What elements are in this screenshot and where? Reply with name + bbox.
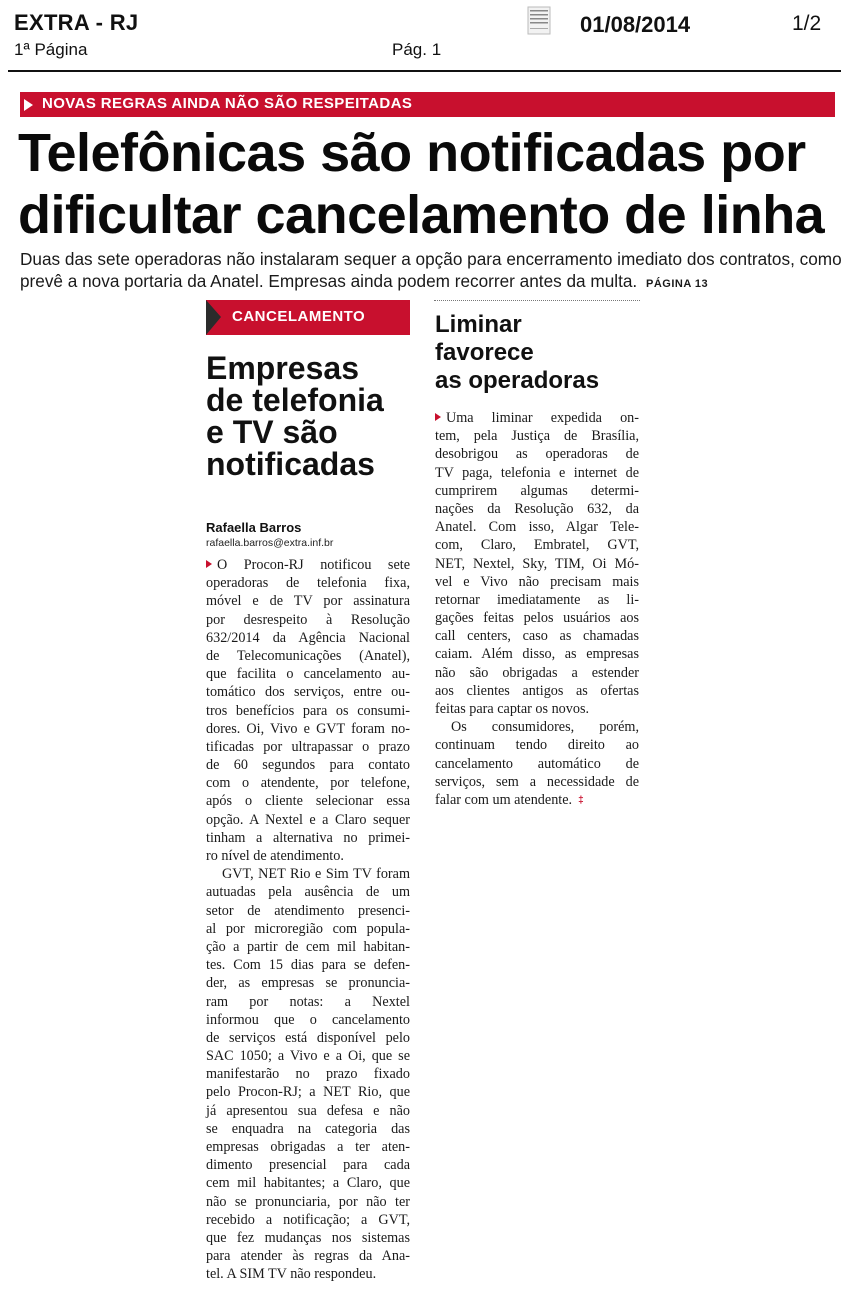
text-line <box>435 445 639 463</box>
text-line-content: por desrespeito à Resolução <box>206 611 410 628</box>
kicker-text: NOVAS REGRAS AINDA NÃO SÃO RESPEITADAS <box>42 95 413 112</box>
text-line-content: que facilita o cancelamento au- <box>206 666 410 683</box>
text-line-content: tes. Com 15 dias para se defen- <box>206 957 410 974</box>
text-line-content: call centers, caso as chamadas <box>435 628 639 645</box>
text-line <box>206 629 410 647</box>
clipping-date: 01/08/2014 <box>580 12 691 37</box>
text-line-content: não se pronunciaria, por não ter <box>206 1193 410 1210</box>
text-line-content: Anatel. Com isso, Algar Tele- <box>435 519 639 536</box>
sidebar-body <box>435 409 639 809</box>
main-headline <box>18 122 848 246</box>
text-line-content: der, as empresas se pronuncia- <box>206 975 410 992</box>
text-line-content: Os consumidores, porém, <box>451 719 639 736</box>
text-line-content: serviços, sem a necessidade de <box>435 773 639 790</box>
text-line <box>206 902 410 920</box>
text-line-content: aos clientes antigos as ofertas <box>435 682 639 699</box>
main-headline-line: Telefônicas são notificadas por <box>18 123 806 183</box>
text-line-content: se enquadra na categoria das <box>206 1120 410 1137</box>
author-name: Rafaella Barros <box>206 520 302 535</box>
text-line <box>206 702 410 720</box>
text-line <box>206 683 410 701</box>
text-line <box>206 829 410 847</box>
article-headline-line: de telefonia <box>206 382 384 418</box>
text-line-content: opção. A Nextel e a Claro sequer <box>206 811 410 828</box>
text-line <box>206 756 410 774</box>
text-line-content: vel e Vivo não precisam mais <box>435 573 639 590</box>
text-line-content: caiam. Além disso, as empresas <box>435 646 639 663</box>
section-name: 1ª Página <box>14 40 88 59</box>
text-line <box>206 938 410 956</box>
text-line-content: 632/2014 da Agência Nacional <box>206 629 410 646</box>
text-line <box>435 645 639 663</box>
text-line <box>435 427 639 445</box>
sidebar-headline-line: favorece <box>435 339 534 366</box>
text-line <box>206 1211 410 1229</box>
text-line <box>206 592 410 610</box>
text-line-content: ro nível de atendimento. <box>206 848 344 864</box>
text-line-content: GVT, NET Rio e Sim TV foram <box>222 866 410 883</box>
text-line-content: ção a partir de cem mil habitan- <box>206 938 410 955</box>
text-line <box>435 700 639 718</box>
text-line <box>206 556 410 574</box>
sidebar-headline-line: as operadoras <box>435 367 600 394</box>
text-line-content: gações feitas pelos usuários aos <box>435 610 639 627</box>
text-line <box>206 665 410 683</box>
text-line-content: recebido a notificação; a GVT, <box>206 1211 410 1228</box>
text-line <box>435 464 639 482</box>
text-line-content: pelo Procon-RJ; a NET Rio, que <box>206 1084 410 1101</box>
text-line-content: cem mil habitantes; a Claro, que <box>206 1175 410 1192</box>
text-line-content: de 60 segundos para contato <box>206 757 410 774</box>
text-line <box>206 883 410 901</box>
text-line-content: para atender às regras da Ana- <box>206 1248 410 1265</box>
text-line-content: que fez mudanças nos sistemas <box>206 1229 410 1246</box>
text-line-content: setor de atendimento presenci- <box>206 902 410 919</box>
page-reference: PÁGINA 13 <box>645 278 709 290</box>
text-line-content: tel. A SIM TV não respondeu. <box>206 1266 377 1283</box>
text-line-content: desobrigou as operadoras de <box>435 446 639 463</box>
text-line-content: empresas obrigadas a ter aten- <box>206 1139 410 1155</box>
text-line <box>435 791 639 809</box>
text-line-content: com o atendente, por telefone, <box>206 775 410 792</box>
sidebar-headline-line: Liminar <box>435 311 522 338</box>
text-line <box>435 664 639 682</box>
text-line <box>206 974 410 992</box>
article-headline-line: Empresas <box>206 350 359 386</box>
text-line-content: retornar imediatamente as li- <box>435 591 639 608</box>
text-line <box>435 518 639 536</box>
page-counter: 1/2 <box>792 12 822 35</box>
article-body <box>206 556 410 1284</box>
text-line-content: SAC 1050; a Vivo e a Oi, que se <box>206 1048 410 1065</box>
text-line-content: informou que o cancelamento <box>206 1011 410 1028</box>
text-line <box>206 1120 410 1138</box>
publication-name: EXTRA - RJ <box>14 10 139 35</box>
author-email[interactable]: rafaella.barros@extra.inf.br <box>206 537 334 549</box>
text-line-content: com, Claro, Embratel, GVT, <box>435 537 639 554</box>
text-line-content: não são obrigadas a estender <box>435 664 639 681</box>
text-line <box>206 792 410 810</box>
text-line <box>206 574 410 592</box>
text-line <box>206 1083 410 1101</box>
page-label: Pág. 1 <box>392 40 442 59</box>
text-line <box>206 1247 410 1265</box>
text-line <box>435 482 639 500</box>
text-line-content: tificadas por ultrapassar o prazo <box>206 738 410 755</box>
text-line <box>206 1138 410 1156</box>
article-headline-line: e TV são <box>206 414 338 450</box>
text-line <box>435 536 639 554</box>
text-line <box>206 993 410 1011</box>
text-line-content: manifestarão no prazo fixado <box>206 1066 410 1083</box>
text-line <box>206 1011 410 1029</box>
text-line <box>206 1047 410 1065</box>
text-line <box>206 1174 410 1192</box>
text-line <box>435 682 639 700</box>
text-line-content: cancelamento automático de <box>435 755 639 772</box>
text-line <box>206 847 410 865</box>
category-tag <box>206 300 410 335</box>
text-line-content: ram por notas: a Nextel <box>206 993 410 1010</box>
text-line-content: autuadas pela ausência de um <box>206 884 410 901</box>
document-icon[interactable] <box>527 6 551 35</box>
text-line <box>206 611 410 629</box>
category-label: CANCELAMENTO <box>232 308 366 325</box>
text-line <box>435 555 639 573</box>
text-line-content: móvel e de TV por assinatura <box>206 593 410 610</box>
text-line <box>206 1156 410 1174</box>
text-line-content: falar com um atendente. <box>435 791 573 808</box>
article-headline <box>206 352 416 480</box>
text-line <box>206 720 410 738</box>
text-line-content: dimento presencial para cada <box>206 1157 410 1174</box>
text-line-content: tinham a alternativa no primei- <box>206 829 410 846</box>
text-line <box>206 920 410 938</box>
text-line <box>435 500 639 518</box>
lead-triangle-icon <box>206 560 212 568</box>
text-line-content: operadoras de telefonia fixa, <box>206 575 410 592</box>
text-line-content: de Telecomunicações (Anatel), <box>206 647 410 664</box>
text-line-content: tomático dos serviços, entre ou- <box>206 684 410 701</box>
text-line <box>206 865 410 883</box>
sidebar-divider <box>434 300 640 301</box>
text-line <box>206 956 410 974</box>
text-line <box>206 1193 410 1211</box>
text-line <box>435 609 639 627</box>
text-line-content: TV paga, telefonia e internet de <box>435 464 639 481</box>
text-line <box>435 627 639 645</box>
text-line <box>435 718 639 736</box>
text-line <box>206 647 410 665</box>
text-line-content: de serviços está disponível pelo <box>206 1029 410 1046</box>
kicker-bar <box>20 92 835 117</box>
text-line <box>435 573 639 591</box>
text-line <box>206 774 410 792</box>
text-line <box>435 755 639 773</box>
text-line-content: cumprirem algumas determi- <box>435 482 639 499</box>
deck <box>20 248 842 295</box>
text-line-content: já apresentou sua defesa e não <box>206 1102 410 1119</box>
main-headline-line: dificultar cancelamento de linha <box>18 185 825 245</box>
text-line <box>206 1229 410 1247</box>
deck-text: Duas das sete operadoras não instalaram sequer a opção para encerramento imediato dos contratos, como prevê a nova portaria da Anatel. Empresas ainda podem recorrer antes da multa. <box>20 249 842 291</box>
text-line-content: após o cliente selecionar essa <box>206 793 410 810</box>
text-line <box>435 773 639 791</box>
end-mark-icon: ‡ <box>578 794 584 806</box>
lead-triangle-icon <box>435 413 441 421</box>
text-line-content: al por microregião com popula- <box>206 920 410 937</box>
text-line-content: tros benefícios para os consumi- <box>206 702 410 719</box>
text-line-content: dores. Oi, Vivo e GVT foram no- <box>206 720 410 737</box>
text-line <box>206 738 410 756</box>
sidebar-headline <box>435 311 645 395</box>
text-line <box>206 1102 410 1120</box>
header-divider <box>8 70 841 72</box>
kicker-arrow-icon <box>24 99 33 111</box>
text-line <box>206 1029 410 1047</box>
text-line <box>435 736 639 754</box>
category-notch <box>206 300 221 335</box>
text-line <box>206 1065 410 1083</box>
text-line-content: nações da Resolução 632, da <box>435 500 639 517</box>
text-line <box>435 409 639 427</box>
text-line-content: O Procon-RJ notificou sete <box>217 557 410 573</box>
text-line <box>435 591 639 609</box>
text-line-content: Uma liminar expedida on- <box>446 410 639 426</box>
text-line-content: continuam tendo direito ao <box>435 737 639 754</box>
article-headline-line: notificadas <box>206 446 375 482</box>
text-line-content: NET, Nextel, Sky, TIM, Oi Mó- <box>435 555 639 572</box>
text-line <box>206 1265 410 1283</box>
text-line-content: tem, pela Justiça de Brasília, <box>435 428 639 445</box>
text-line-content: feitas para captar os novos. <box>435 701 590 717</box>
text-line <box>206 811 410 829</box>
